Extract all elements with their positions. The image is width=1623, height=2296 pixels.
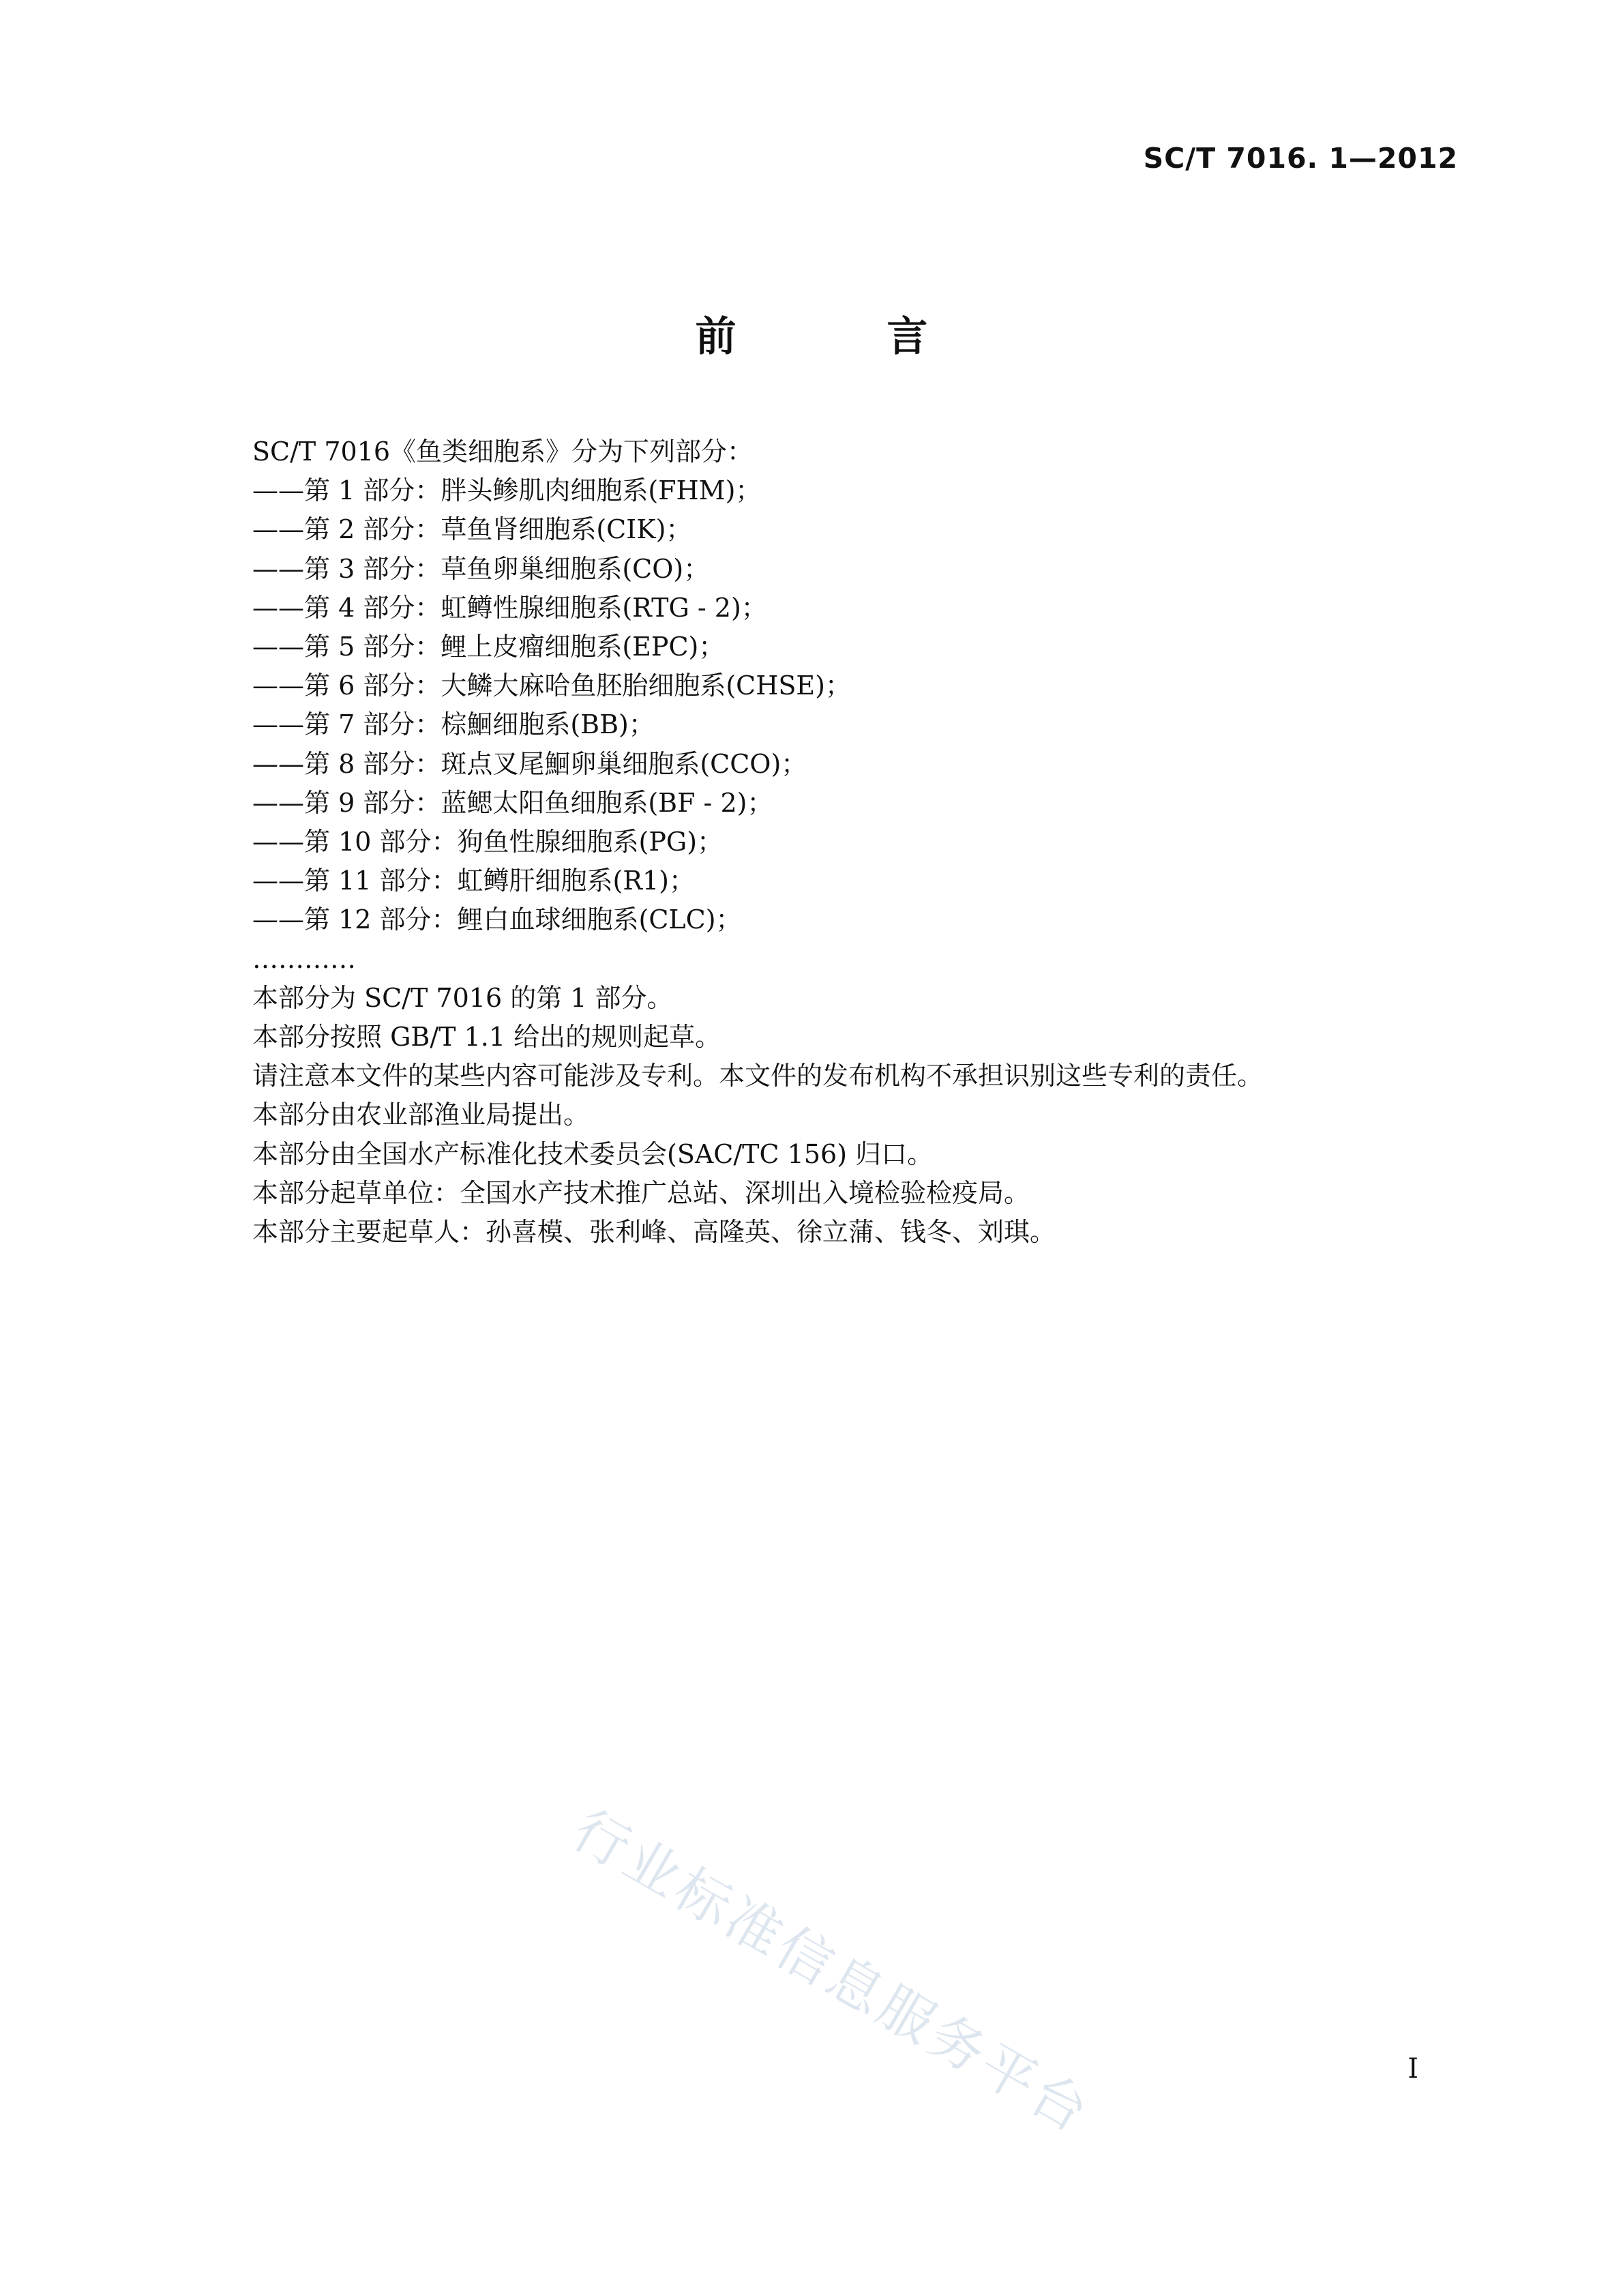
part-item-6: ——第 6 部分：大鳞大麻哈鱼胚胎细胞系(CHSE)； [252,671,851,701]
page-title: 前 言 [695,313,996,361]
part-item-8: ——第 8 部分：斑点叉尾鮰卵巢细胞系(CCO)； [252,748,807,779]
statement-patent-notice: 请注意本文件的某些内容可能涉及专利。本文件的发布机构不承担识别这些专利的责任。 [252,1061,1264,1091]
part-item-7: ——第 7 部分：棕鮰细胞系(BB)； [252,709,655,740]
part-item-5: ——第 5 部分：鲤上皮瘤细胞系(EPC)； [252,632,725,662]
part-item-3: ——第 3 部分：草鱼卵巢细胞系(CO)； [252,553,710,584]
standard-number: SC/T 7016. 1—2012 [1143,142,1458,175]
statement-proposer: 本部分由农业部渔业局提出。 [252,1100,590,1130]
ellipsis-line: ………… [252,943,356,974]
foreword-body [252,432,1466,1252]
part-item-1: ——第 1 部分：胖头鲹肌肉细胞系(FHM)； [252,475,762,506]
watermark: 行业标准信息服务平台 [562,1797,1102,2147]
part-item-2: ——第 2 部分：草鱼肾细胞系(CIK)； [252,514,692,545]
part-item-9: ——第 9 部分：蓝鳃太阳鱼细胞系(BF - 2)； [252,787,773,818]
statement-drafting-rules: 本部分按照 GB/T 1.1 给出的规则起草。 [252,1022,721,1053]
statement-drafters: 本部分主要起草人：孙喜模、张利峰、高隆英、徐立蒲、钱冬、刘琪。 [252,1217,1056,1248]
intro-line: SC/T 7016《鱼类细胞系》分为下列部分： [252,437,754,467]
part-item-4: ——第 4 部分：虹鳟性腺细胞系(RTG - 2)； [252,592,767,623]
statement-drafting-units: 本部分起草单位：全国水产技术推广总站、深圳出入境检验检疫局。 [252,1177,1030,1208]
page-number: I [1408,2053,1418,2085]
statement-committee: 本部分由全国水产标准化技术委员会(SAC/TC 156) 归口。 [252,1138,934,1169]
statement-part-number: 本部分为 SC/T 7016 的第 1 部分。 [252,982,673,1013]
part-item-11: ——第 11 部分：虹鳟肝细胞系(R1)； [252,866,695,896]
part-item-12: ——第 12 部分：鲤白血球细胞系(CLC)； [252,904,742,935]
part-item-10: ——第 10 部分：狗鱼性腺细胞系(PG)； [252,827,724,857]
